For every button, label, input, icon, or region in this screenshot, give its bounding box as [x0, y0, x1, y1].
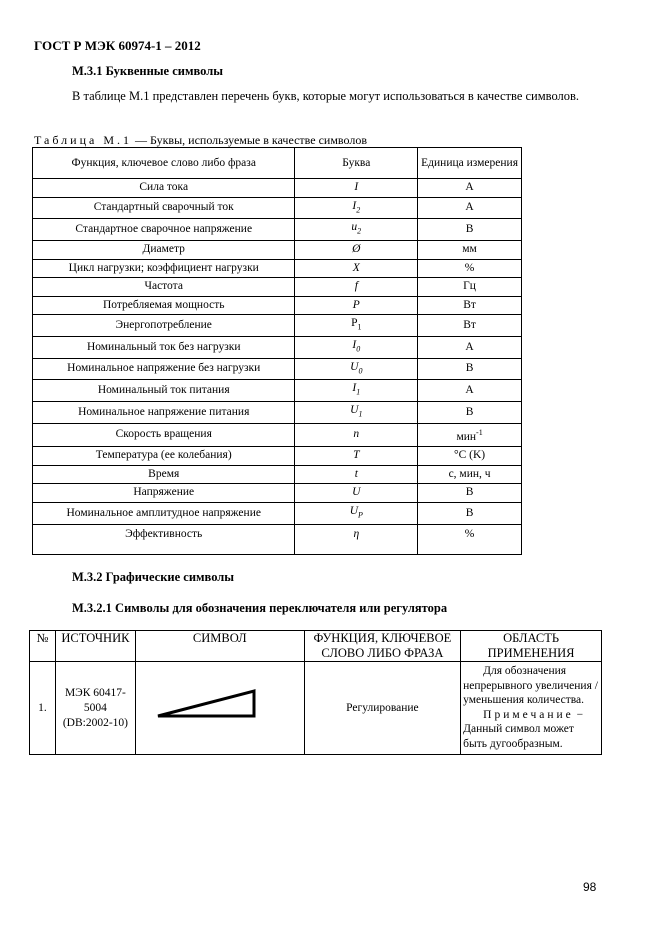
area-line-4: Данный символ может [463, 723, 574, 735]
row-area [461, 662, 602, 755]
unit-text: °C (K) [454, 449, 486, 462]
cell-letter [295, 259, 418, 278]
letter-symbol: η [353, 527, 360, 540]
header-symbol: СИМВОЛ [135, 631, 304, 662]
header-unit: Единица измерения [418, 148, 522, 179]
unit-text: Вт [463, 298, 476, 311]
cell-function: Номинальное напряжение питания [33, 402, 295, 424]
section-title-graphic-symbols: М.3.2 Графические символы [72, 570, 235, 584]
source-line-1: МЭК 60417- [64, 686, 126, 699]
table-header-row [30, 631, 602, 662]
row-symbol [135, 662, 304, 755]
unit-text: А [465, 384, 474, 397]
unit-text: с, мин, ч [448, 467, 491, 480]
cell-function: Диаметр [33, 241, 295, 260]
unit-text: А [465, 181, 474, 193]
cell-letter [295, 380, 418, 402]
unit-text: В [465, 405, 474, 418]
unit-text: мм [462, 243, 477, 256]
unit-text: А [465, 340, 474, 353]
table-row [33, 259, 522, 278]
table-row [33, 447, 522, 466]
row-function: Регулирование [304, 662, 460, 755]
cell-unit [418, 315, 522, 337]
cell-letter [295, 447, 418, 466]
letter-symbol: u [351, 221, 358, 234]
section-title-switch-symbols: М.3.2.1 Символы для обозначения переключателя или регулятора [72, 601, 448, 615]
cell-unit [418, 447, 522, 466]
letter-symbol: I [354, 181, 359, 193]
cell-letter [295, 524, 418, 554]
cell-unit [418, 380, 522, 402]
cell-function: Потребляемая мощность [33, 296, 295, 315]
cell-unit [418, 402, 522, 424]
cell-unit [418, 197, 522, 219]
page-number: 98 [583, 880, 597, 894]
unit-text: А [465, 201, 474, 214]
cell-function: Время [33, 465, 295, 484]
cell-unit [418, 465, 522, 484]
area-line-1: Для обозначения [483, 665, 567, 677]
cell-letter [295, 465, 418, 484]
table-row [33, 296, 522, 315]
cell-function: Номинальное напряжение без нагрузки [33, 358, 295, 380]
cell-letter [295, 315, 418, 337]
cell-function: Сила тока [33, 179, 295, 198]
cell-function: Стандартный сварочный ток [33, 197, 295, 219]
cell-function: Эффективность [33, 524, 295, 554]
cell-function: Цикл нагрузки; коэффициент нагрузки [33, 259, 295, 278]
letter-symbol: T [353, 449, 360, 462]
cell-function: Номинальный ток без нагрузки [33, 336, 295, 358]
row-num: 1. [30, 662, 56, 755]
header-source: ИСТОЧНИК [55, 631, 135, 662]
letter-symbol: t [354, 467, 358, 480]
cell-unit [418, 241, 522, 260]
table-row [33, 278, 522, 297]
cell-function: Напряжение [33, 484, 295, 503]
table-row [33, 484, 522, 503]
unit-superscript: -1 [476, 428, 483, 438]
cell-letter [295, 197, 418, 219]
letter-subscript: 2 [357, 226, 362, 236]
table-row [33, 358, 522, 380]
cell-letter [295, 484, 418, 503]
area-line-3: уменьшения количества. [463, 694, 585, 706]
unit-text: Вт [463, 318, 476, 331]
table-caption-text: — Буквы, используемые в качестве символов [132, 133, 367, 147]
cell-letter [295, 219, 418, 241]
letter-subscript: 1 [356, 387, 361, 397]
letter-symbol: I [352, 382, 357, 395]
table-row [33, 241, 522, 260]
note-label: Примечание [483, 708, 574, 721]
cell-unit [418, 296, 522, 315]
cell-unit [418, 219, 522, 241]
cell-function: Стандартное сварочное напряжение [33, 219, 295, 241]
table-caption [34, 133, 367, 148]
unit-text: В [465, 362, 474, 375]
cell-function: Температура (ее колебания) [33, 447, 295, 466]
cell-unit [418, 484, 522, 503]
letter-symbol: Ø [352, 243, 361, 256]
cell-unit [418, 179, 522, 198]
table-row [33, 380, 522, 402]
table-row [33, 219, 522, 241]
document-header: ГОСТ Р МЭК 60974-1 – 2012 [34, 38, 201, 53]
table-row [33, 502, 522, 524]
unit-text: В [465, 506, 474, 519]
table-caption-label: Таблица М.1 [34, 133, 132, 147]
graphic-symbols-table [29, 630, 602, 755]
letter-subscript: 1 [358, 409, 363, 419]
letter-subscript: 1 [357, 322, 362, 332]
unit-text: мин [456, 430, 477, 443]
area-line-5: быть дугообразным. [463, 737, 563, 750]
header-function: ФУНКЦИЯ, КЛЮЧЕВОЕ СЛОВО ЛИБО ФРАЗА [304, 631, 460, 662]
cell-unit [418, 259, 522, 278]
cell-function: Номинальный ток питания [33, 380, 295, 402]
letter-symbol: P [352, 298, 360, 311]
header-num: № [30, 631, 56, 662]
unit-text: Гц [463, 280, 476, 293]
cell-function: Скорость вращения [33, 424, 295, 447]
cell-unit [418, 424, 522, 447]
letter-symbol: U [349, 504, 358, 517]
note-dash: − [573, 708, 584, 721]
table-row [33, 465, 522, 484]
unit-text: В [465, 486, 474, 499]
cell-letter [295, 502, 418, 524]
header-area: ОБЛАСТЬ ПРИМЕНЕНИЯ [461, 631, 602, 662]
ramp-triangle-icon [154, 686, 286, 726]
cell-letter [295, 241, 418, 260]
section-title-letter-symbols: М.3.1 Буквенные символы [72, 64, 224, 78]
letter-symbol: X [352, 261, 360, 274]
cell-unit [418, 502, 522, 524]
cell-letter [295, 296, 418, 315]
table-row [33, 402, 522, 424]
letter-symbol: I [352, 199, 357, 212]
cell-function: Энергопотребление [33, 315, 295, 337]
letter-subscript: P [358, 510, 363, 520]
cell-unit [418, 278, 522, 297]
table-row [33, 179, 522, 198]
unit-text: % [464, 261, 475, 274]
letter-symbol: P [351, 317, 358, 330]
cell-letter [295, 278, 418, 297]
letter-symbol: U [350, 360, 359, 373]
intro-paragraph: В таблице М.1 представлен перечень букв, которые могут использоваться в качестве символов. [72, 89, 580, 103]
row-source [55, 662, 135, 755]
letter-subscript: 0 [356, 344, 361, 354]
header-function: Функция, ключевое слово либо фраза [33, 148, 295, 179]
source-line-2: 5004 [83, 701, 107, 714]
area-line-2: непрерывного увеличения / [463, 679, 598, 692]
table-row [33, 197, 522, 219]
letter-symbol: n [353, 428, 360, 441]
cell-function: Частота [33, 278, 295, 297]
letter-subscript: 0 [358, 365, 363, 375]
letter-symbol: f [354, 280, 358, 293]
header-letter: Буква [295, 148, 418, 179]
cell-function: Номинальное амплитудное напряжение [33, 502, 295, 524]
cell-unit [418, 358, 522, 380]
letter-symbol: U [352, 486, 361, 499]
cell-unit [418, 524, 522, 554]
letter-subscript: 2 [356, 204, 361, 214]
note-line [463, 708, 599, 723]
cell-letter [295, 179, 418, 198]
unit-text: В [465, 222, 474, 235]
unit-text: % [464, 527, 475, 540]
cell-unit [418, 336, 522, 358]
letters-table [32, 147, 522, 555]
letter-symbol: I [352, 338, 357, 351]
letter-symbol: U [350, 404, 359, 417]
cell-letter [295, 402, 418, 424]
cell-letter [295, 336, 418, 358]
table-row [33, 336, 522, 358]
cell-letter [295, 358, 418, 380]
table-header-row [33, 148, 522, 179]
source-line-3: (DB:2002-10) [62, 716, 128, 729]
cell-letter [295, 424, 418, 447]
table-row [33, 424, 522, 447]
table-row [30, 662, 602, 755]
table-row [33, 524, 522, 554]
table-row [33, 315, 522, 337]
